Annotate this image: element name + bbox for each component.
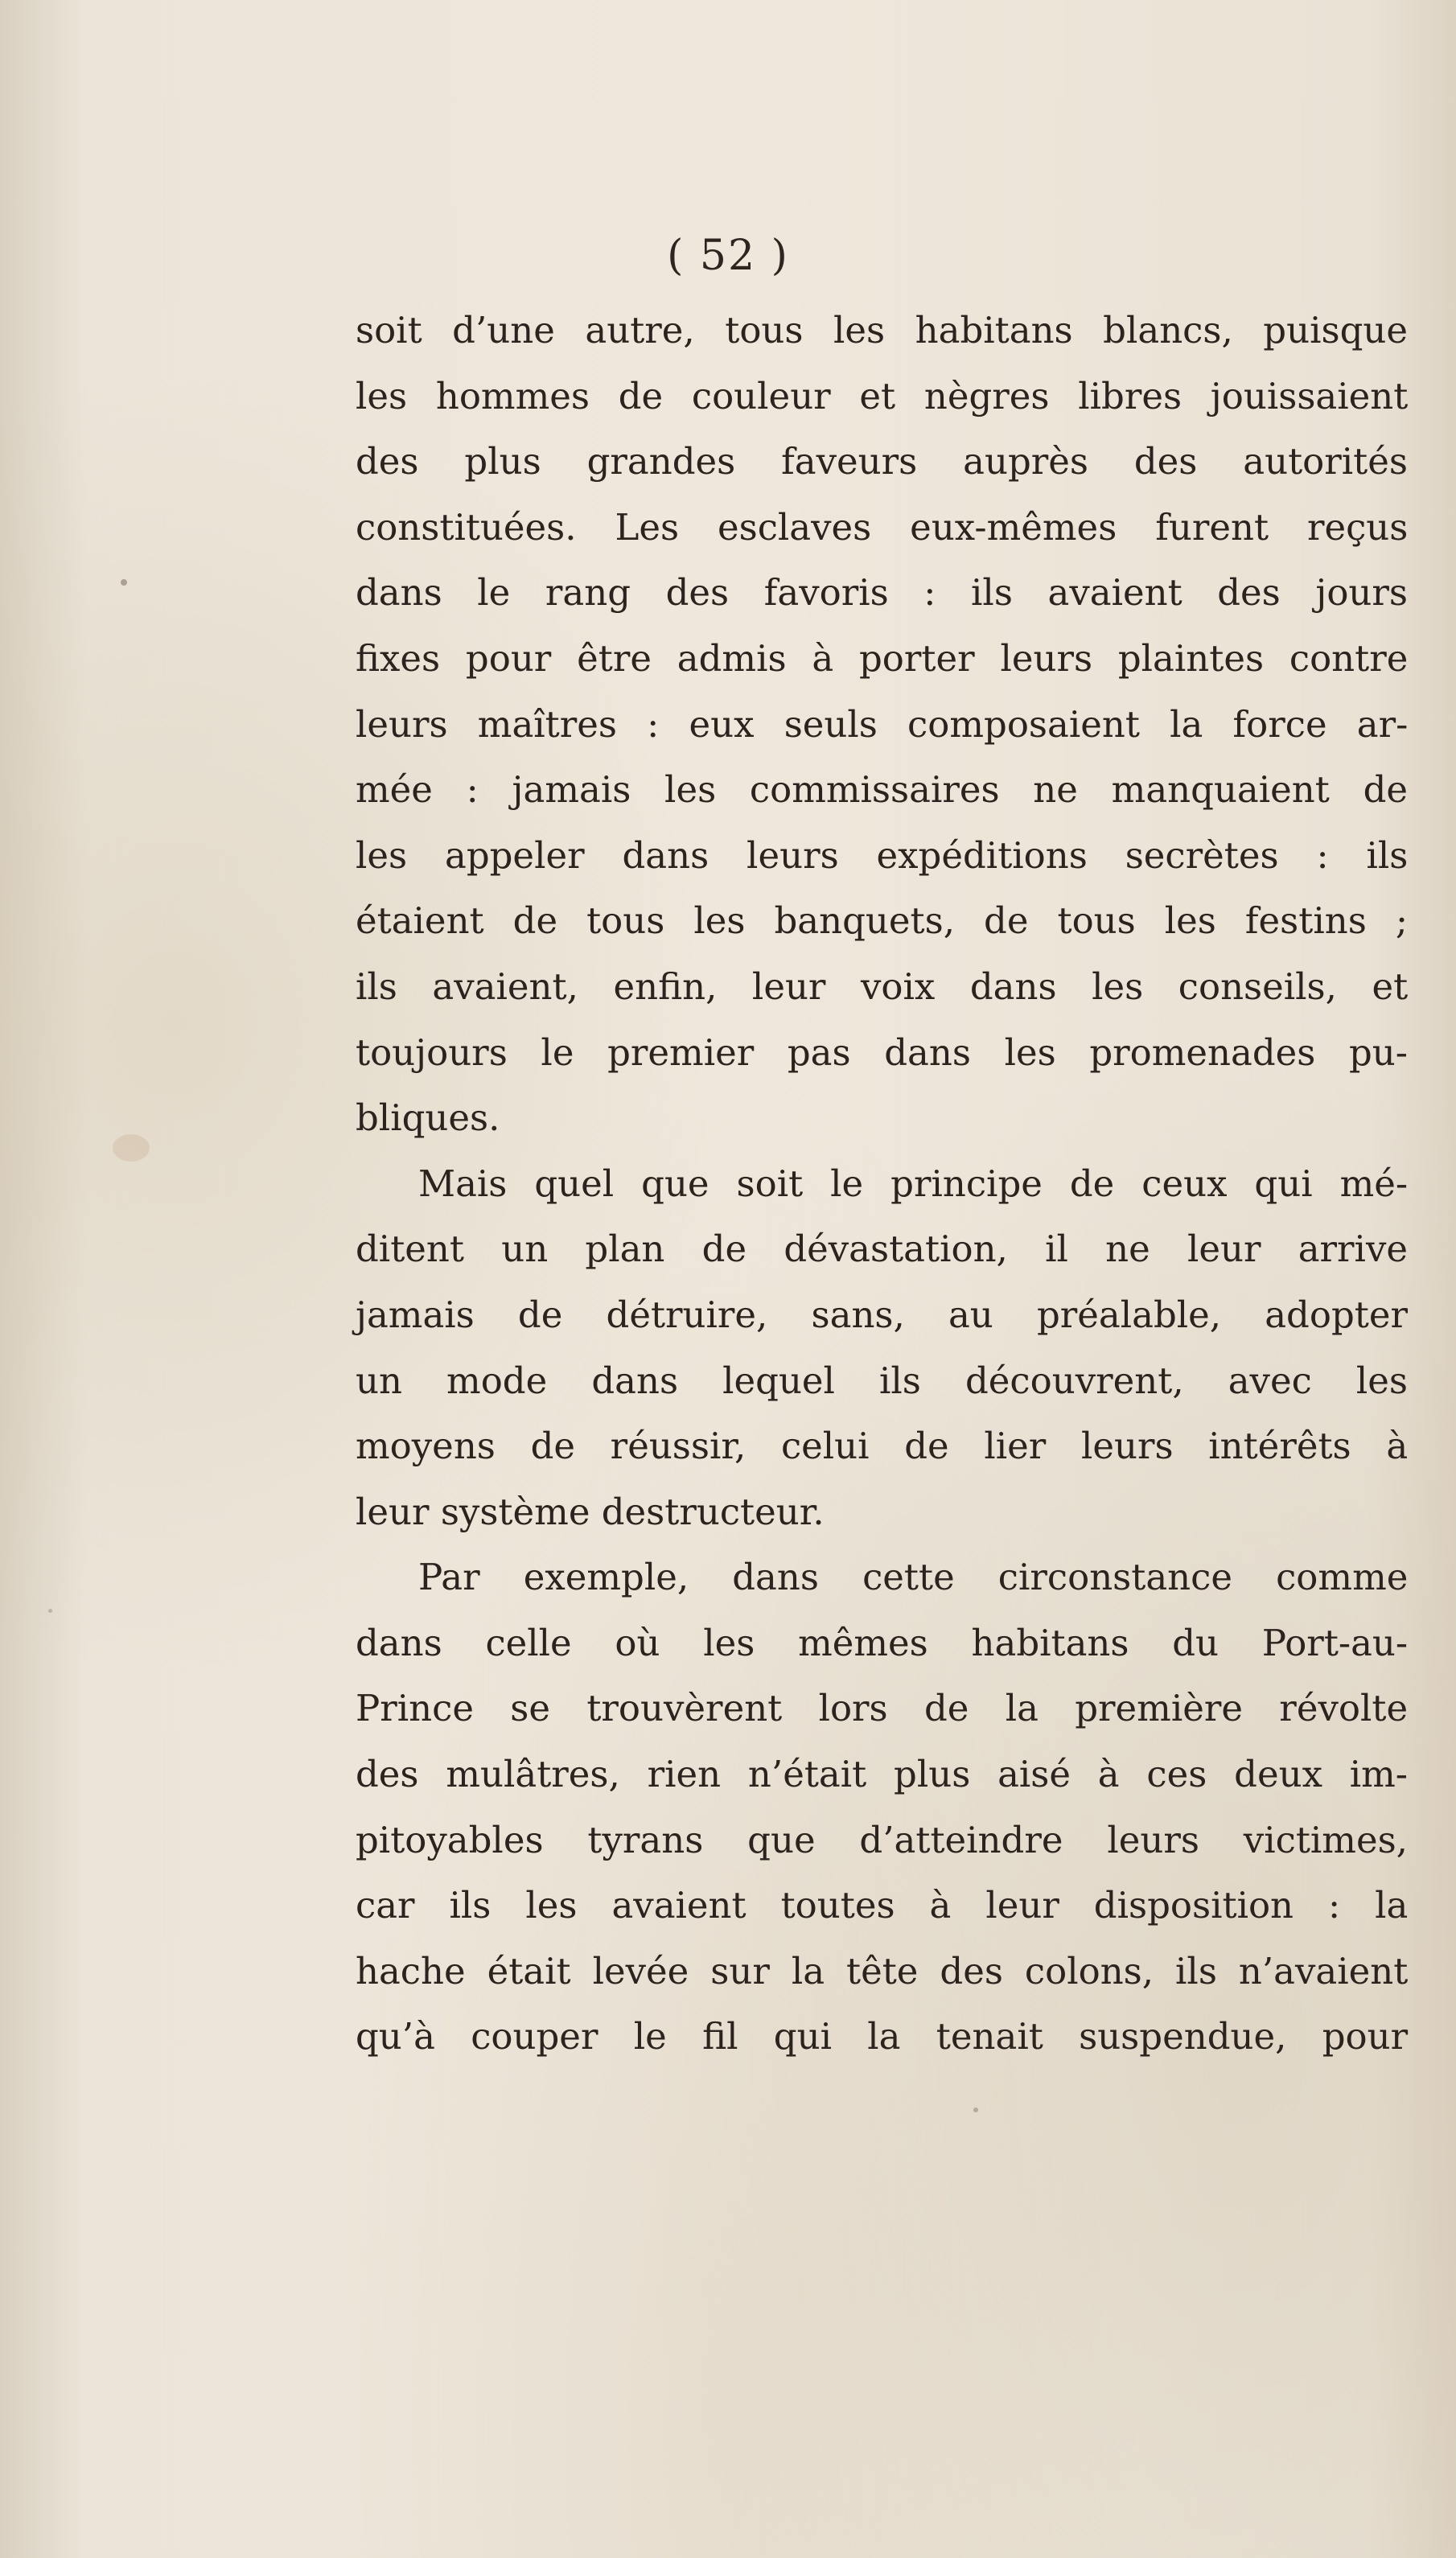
paper-spot [121,579,127,586]
paper-spot [973,2108,978,2112]
text-line: jamais de détruire, sans, au préalable, adopter [356,1293,1408,1336]
paragraph-end-line: bliques. [356,1096,500,1140]
body-text [356,298,1408,2070]
text-line: des mulâtres, rien n’était plus aisé à ces deux im- [356,1753,1408,1796]
text-line: ditent un plan de dévastation, il ne leur arrive [356,1228,1408,1271]
text-line: un mode dans lequel ils découvrent, avec les [356,1359,1408,1402]
text-line: pitoyables tyrans que d’atteindre leurs victimes, [356,1818,1408,1861]
text-line: dans celle où les mêmes habitans du Port-au- [356,1621,1409,1664]
paragraph-end-line: leur système destructeur. [356,1490,825,1533]
text-line: car ils les avaient toutes à leur disposition : la [356,1884,1409,1927]
text-line: étaient de tous les banquets, de tous les festins ; [356,899,1408,943]
text-line: constituées. Les esclaves eux-mêmes furent reçus [356,505,1409,549]
text-line: qu’à couper le fil qui la tenait suspendue, pour [356,2015,1409,2058]
text-line: Prince se trouvèrent lors de la première révolte [356,1687,1409,1730]
paragraph-start-line: Par exemple, dans cette circonstance comme [418,1556,1409,1599]
text-line: soit d’une autre, tous les habitans blancs, puisque [356,309,1408,352]
paper-stain [113,1134,150,1162]
text-line: les appeler dans leurs expéditions secrètes : ils [356,833,1409,877]
text-line: ils avaient, enfin, leur voix dans les conseils, et [356,964,1409,1008]
text-line: dans le rang des favoris : ils avaient des jours [356,571,1408,615]
paper-spot [48,1609,52,1613]
text-line: fixes pour être admis à porter leurs plaintes contre [356,636,1409,680]
page-number: ( 52 ) [667,232,789,280]
text-line: toujours le premier pas dans les promenades pu- [356,1030,1408,1074]
text-line: mée : jamais les commissaires ne manquaient de [356,768,1409,812]
text-line: les hommes de couleur et nègres libres jouissaient [356,374,1409,417]
paragraph-start-line: Mais quel que soit le principe de ceux qui mé- [418,1162,1409,1205]
text-line: des plus grandes faveurs auprès des autorités [356,440,1408,483]
text-line: moyens de réussir, celui de lier leurs intérêts à [356,1425,1409,1468]
text-line: leurs maîtres : eux seuls composaient la force ar- [356,702,1409,746]
text-line: hache était levée sur la tête des colons, ils n’avaient [356,1949,1409,1993]
